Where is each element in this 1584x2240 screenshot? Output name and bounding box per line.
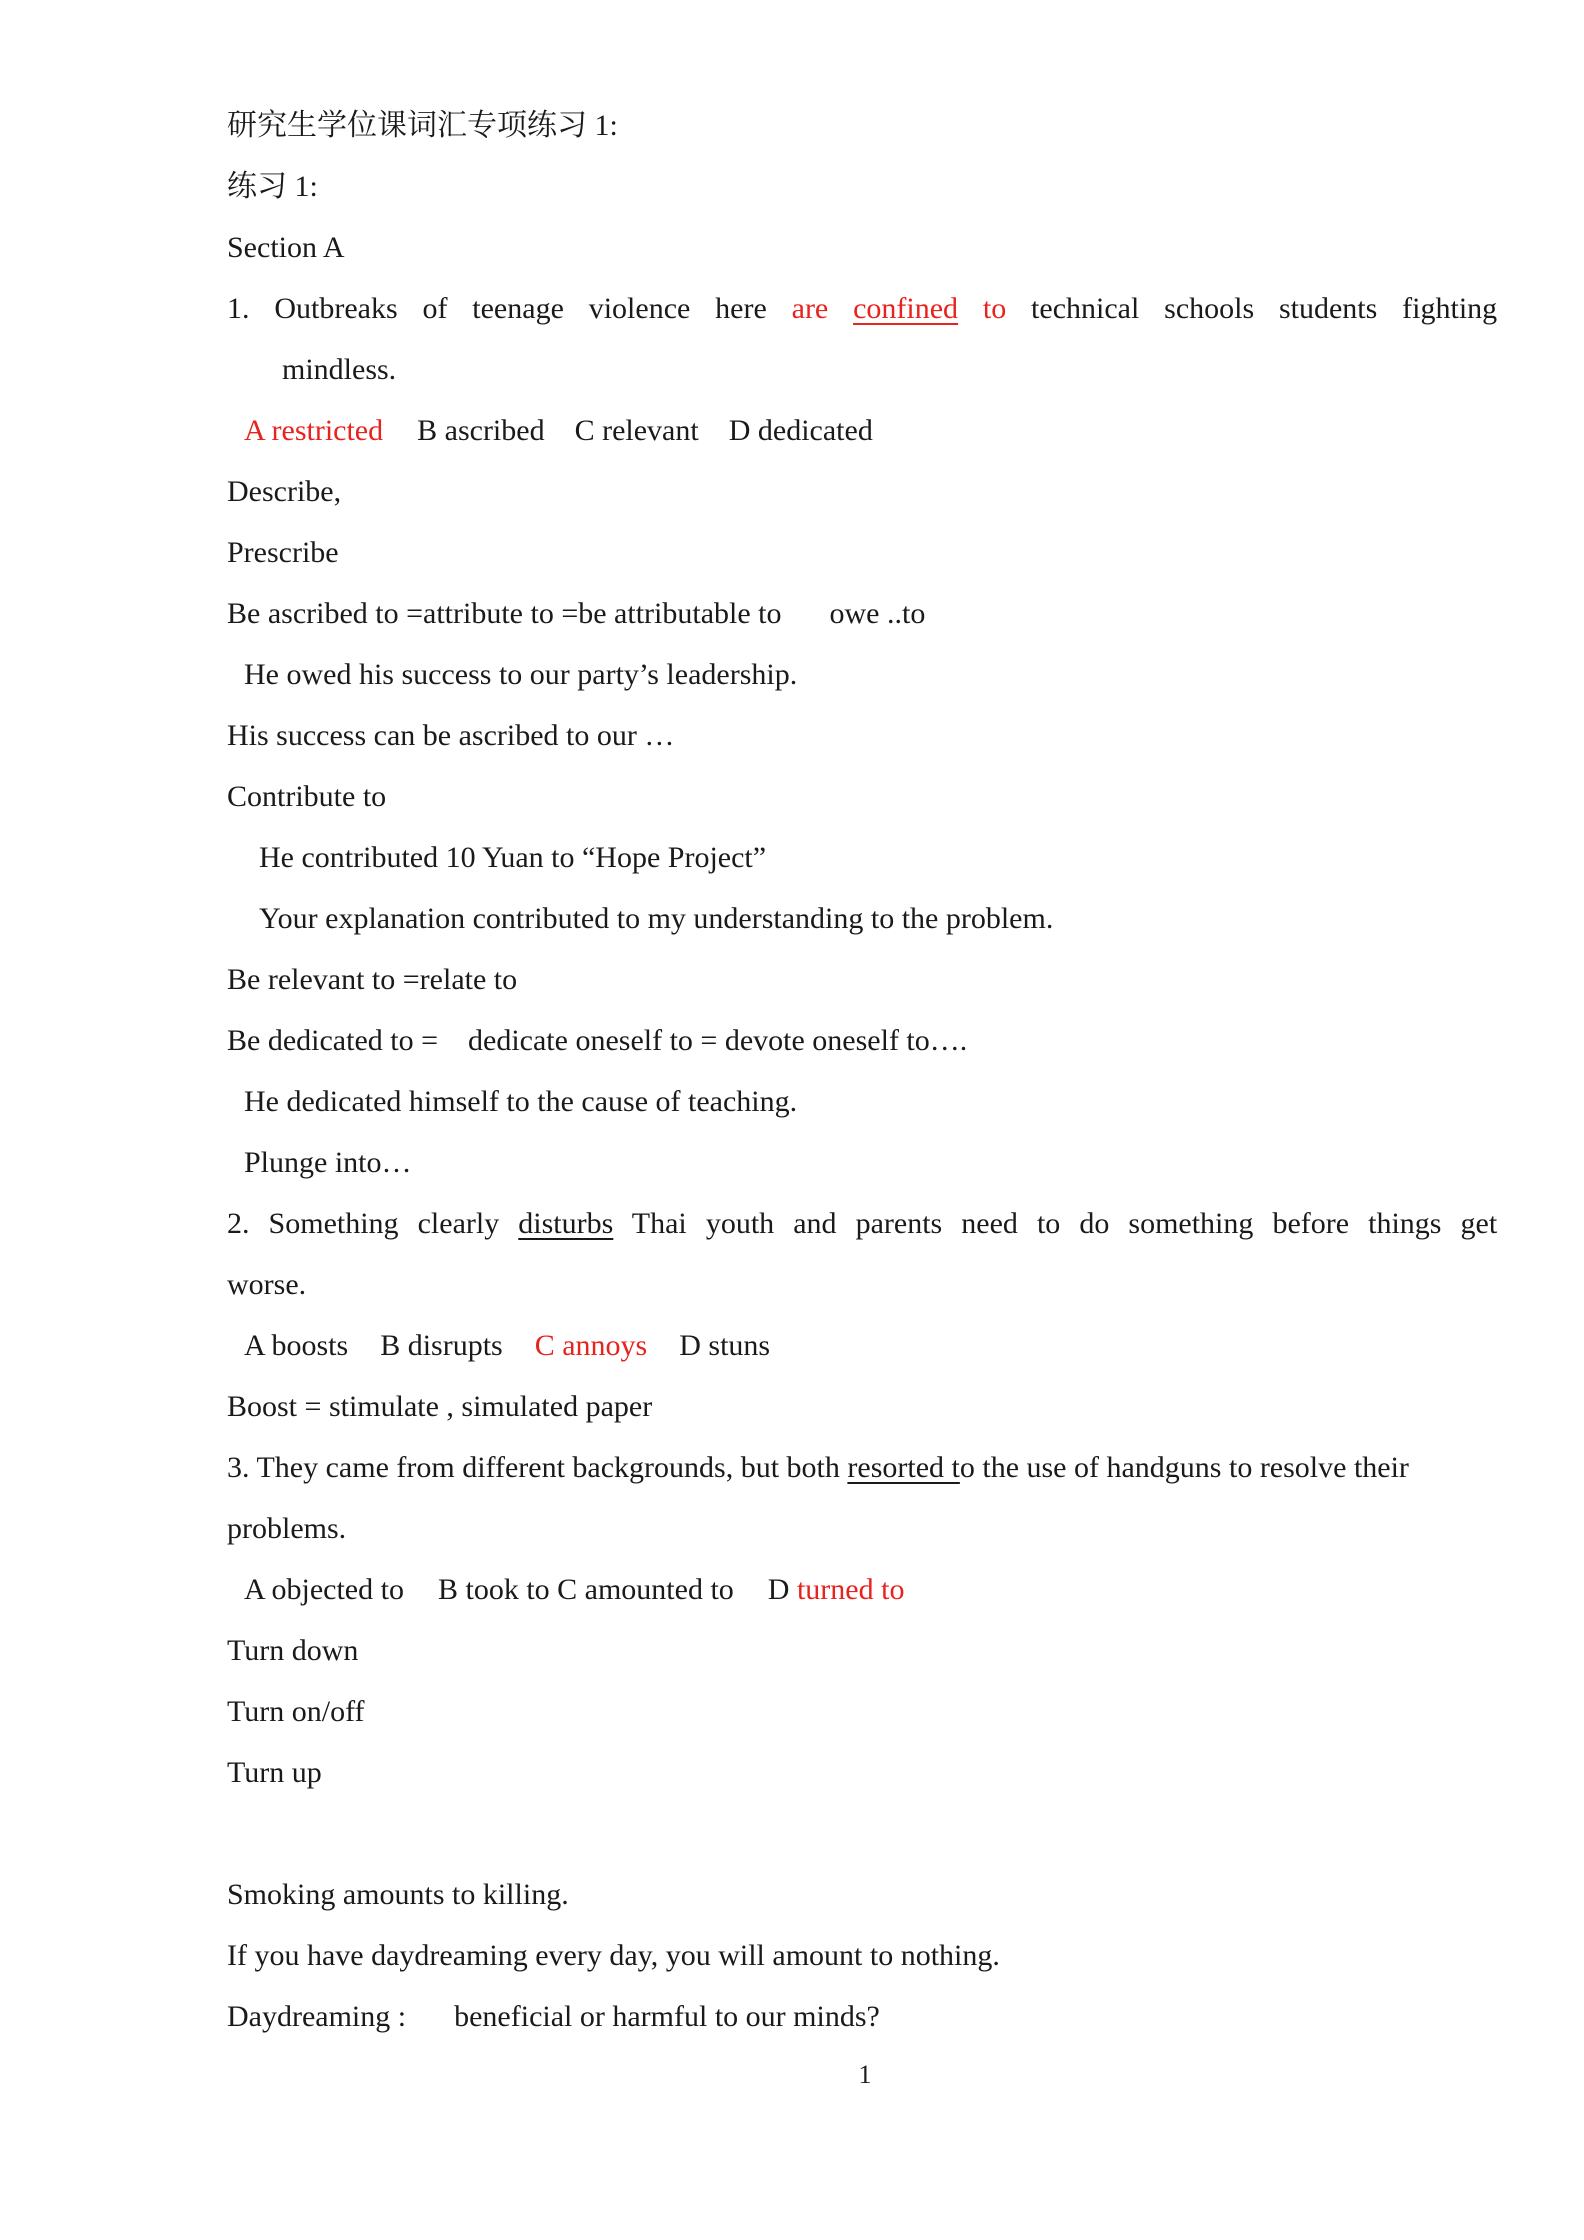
document-page xyxy=(227,95,1497,2047)
target-word: resorted t xyxy=(847,1451,960,1484)
highlighted-phrase: are xyxy=(791,292,829,325)
target-word: confined xyxy=(853,292,959,325)
page-number: 1 xyxy=(858,2060,872,2089)
question-1: 1. Outbreaks of teenage violence here are confined to technical schools students fighting xyxy=(227,292,1498,325)
section-title: Section A xyxy=(227,231,345,264)
note-line: Turn up xyxy=(227,1756,322,1789)
note-line: Prescribe xyxy=(227,536,339,569)
answer-option: A restricted xyxy=(244,414,384,447)
example-sentence: He contributed 10 Yuan to “Hope Project” xyxy=(259,841,767,874)
note-line: Contribute to xyxy=(227,780,387,813)
note-line: Turn on/off xyxy=(227,1695,365,1728)
example-sentence: He owed his success to our party’s leadership. xyxy=(244,658,798,691)
example-sentence: Your explanation contributed to my understanding to the problem. xyxy=(259,902,1054,935)
example-sentence: He dedicated himself to the cause of teaching. xyxy=(244,1085,798,1118)
note-line: Describe, xyxy=(227,475,342,508)
question-3: 3. They came from different backgrounds, but both resorted to the use of handguns to resolve their xyxy=(227,1451,1409,1484)
question-number: 1. xyxy=(227,292,250,325)
blank-line xyxy=(227,1803,1497,1864)
option: B ascribed xyxy=(417,414,545,447)
answer-option: C annoys xyxy=(534,1329,648,1362)
note-line: Be relevant to =relate to xyxy=(227,963,518,996)
example-sentence: Smoking amounts to killing. xyxy=(227,1878,569,1911)
example-sentence: If you have daydreaming every day, you will amount to nothing. xyxy=(227,1939,1000,1972)
option: B took to C amounted to xyxy=(437,1573,734,1606)
question-1-continuation: mindless. xyxy=(282,353,397,386)
note-line: Boost = stimulate , simulated paper xyxy=(227,1390,653,1423)
question-number: 2. xyxy=(227,1207,250,1240)
question-3-options xyxy=(227,1559,1497,1620)
question-3-continuation: problems. xyxy=(227,1512,347,1545)
note-line: Turn down xyxy=(227,1634,359,1667)
option: D stuns xyxy=(679,1329,771,1362)
answer-option: turned to xyxy=(796,1573,905,1606)
document-heading: 研究生学位课词汇专项练习 1: xyxy=(227,109,618,142)
question-2-continuation: worse. xyxy=(227,1268,307,1301)
option: A objected to xyxy=(244,1573,404,1606)
question-1-options xyxy=(227,400,1497,461)
exercise-title: 练习 1: xyxy=(227,170,318,203)
question-2-options xyxy=(227,1315,1497,1376)
example-sentence: His success can be ascribed to our … xyxy=(227,719,675,752)
note-line: Plunge into… xyxy=(244,1146,412,1179)
question-2: 2. Something clearly disturbs Thai youth and parents need to do something before things get xyxy=(227,1207,1498,1240)
option: A boosts xyxy=(244,1329,349,1362)
option: D xyxy=(767,1573,790,1606)
option: D dedicated xyxy=(728,414,873,447)
note-line: Daydreaming : beneficial or harmful to our minds? xyxy=(227,2000,880,2033)
option: C relevant xyxy=(574,414,699,447)
option: B disrupts xyxy=(380,1329,503,1362)
note-line: Be dedicated to = dedicate oneself to = devote oneself to…. xyxy=(227,1024,968,1057)
target-word: disturbs xyxy=(518,1207,614,1240)
highlighted-phrase: to xyxy=(982,292,1007,325)
note-line: Be ascribed to =attribute to =be attributable to owe ..to xyxy=(227,597,926,630)
